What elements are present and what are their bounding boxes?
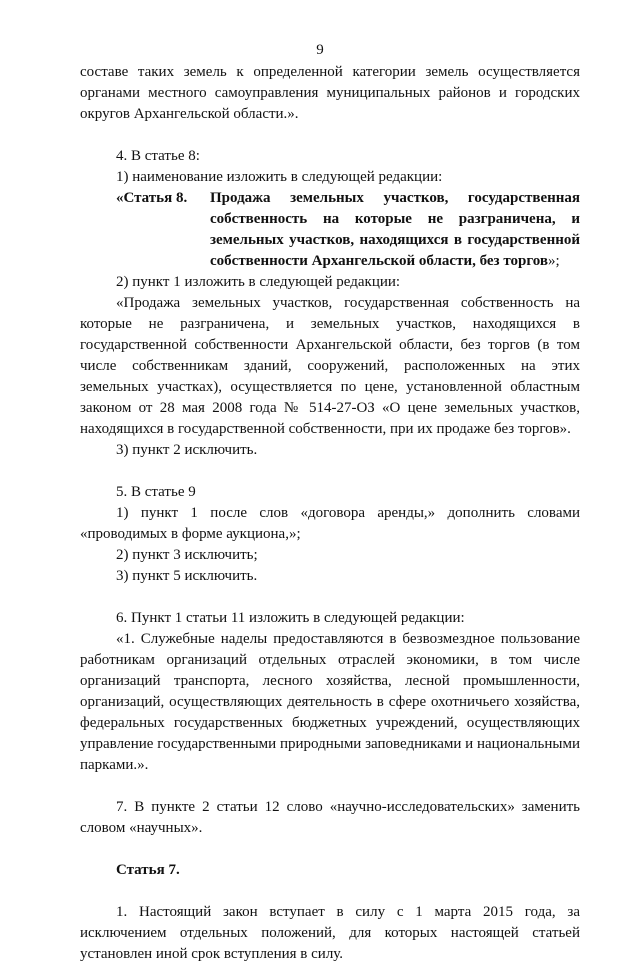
paragraph-article-8-item-2: 2) пункт 1 изложить в следующей редакции:: [116, 274, 401, 290]
paragraph-article-12: 7. В пункте 2 статьи 12 слово «научно-исследовательских» заменить словом «научных».: [80, 799, 580, 836]
paragraph-article-8-intro: 4. В статье 8:: [116, 148, 200, 164]
paragraph-continuation: составе таких земель к определенной категории земель осуществляется органами местного самоуправления муниципальных районов и городских округов Архангельской области.».: [80, 64, 580, 122]
article-8-label: «Статья 8.: [116, 190, 188, 206]
paragraph-article-8-quote: «Продажа земельных участков, государственная собственность на которые не разграничена, и земельных участков, находящихся в государственной собственности Архангельской области, без торгов (в том числе собственникам зданий, сооружений, расположенных на этих земельных участках), осуществляется по цене, установленной областным законом от 28 мая 2008 года № 514-27-ОЗ «О цене земельных участков, находящихся в государственной собственности, при их продаже без торгов».: [80, 295, 580, 437]
paragraph-article-9-item-1: 1) пункт 1 после слов «договора аренды,» дополнить словами «проводимых в форме аукциона,»;: [80, 505, 580, 542]
paragraph-article-8-item-3: 3) пункт 2 исключить.: [116, 442, 258, 458]
paragraph-article-9-item-2: 2) пункт 3 исключить;: [116, 547, 258, 563]
paragraph-article-8-item-1: 1) наименование изложить в следующей редакции:: [116, 169, 443, 185]
paragraph-article-7-item-1: 1. Настоящий закон вступает в силу с 1 марта 2015 года, за исключением отдельных положений, для которых настоящей статьей установлен иной срок вступления в силу.: [80, 904, 580, 962]
article-8-title-text: Продажа земельных участков, государственная собственность на которые не разграничена, и земельных участков, находящихся в государственной собственности Архангельской области, без торгов: [210, 190, 580, 269]
article-8-title: [210, 188, 580, 272]
article-7-heading: Статья 7.: [116, 862, 180, 878]
paragraph-article-11-quote: «1. Служебные наделы предоставляются в безвозмездное пользование работникам организаций отдельных отраслей экономики, в том числе организаций транспорта, лесного хозяйства, лесной промышленности, организаций, осуществляющих деятельность в сфере охотничьего хозяйства, федеральных государственных бюджетных учреждений, осуществляющих управление государственными природными заповедниками и национальными парками.».: [80, 631, 580, 773]
paragraph-article-9-intro: 5. В статье 9: [116, 484, 196, 500]
paragraph-article-9-item-3: 3) пункт 5 исключить.: [116, 568, 258, 584]
article-8-title-tail: »;: [548, 253, 560, 269]
document-body: [80, 62, 580, 965]
article-8-heading: [116, 188, 580, 272]
paragraph-article-11-intro: 6. Пункт 1 статьи 11 изложить в следующей редакции:: [116, 610, 465, 626]
page-number: 9: [316, 42, 324, 58]
